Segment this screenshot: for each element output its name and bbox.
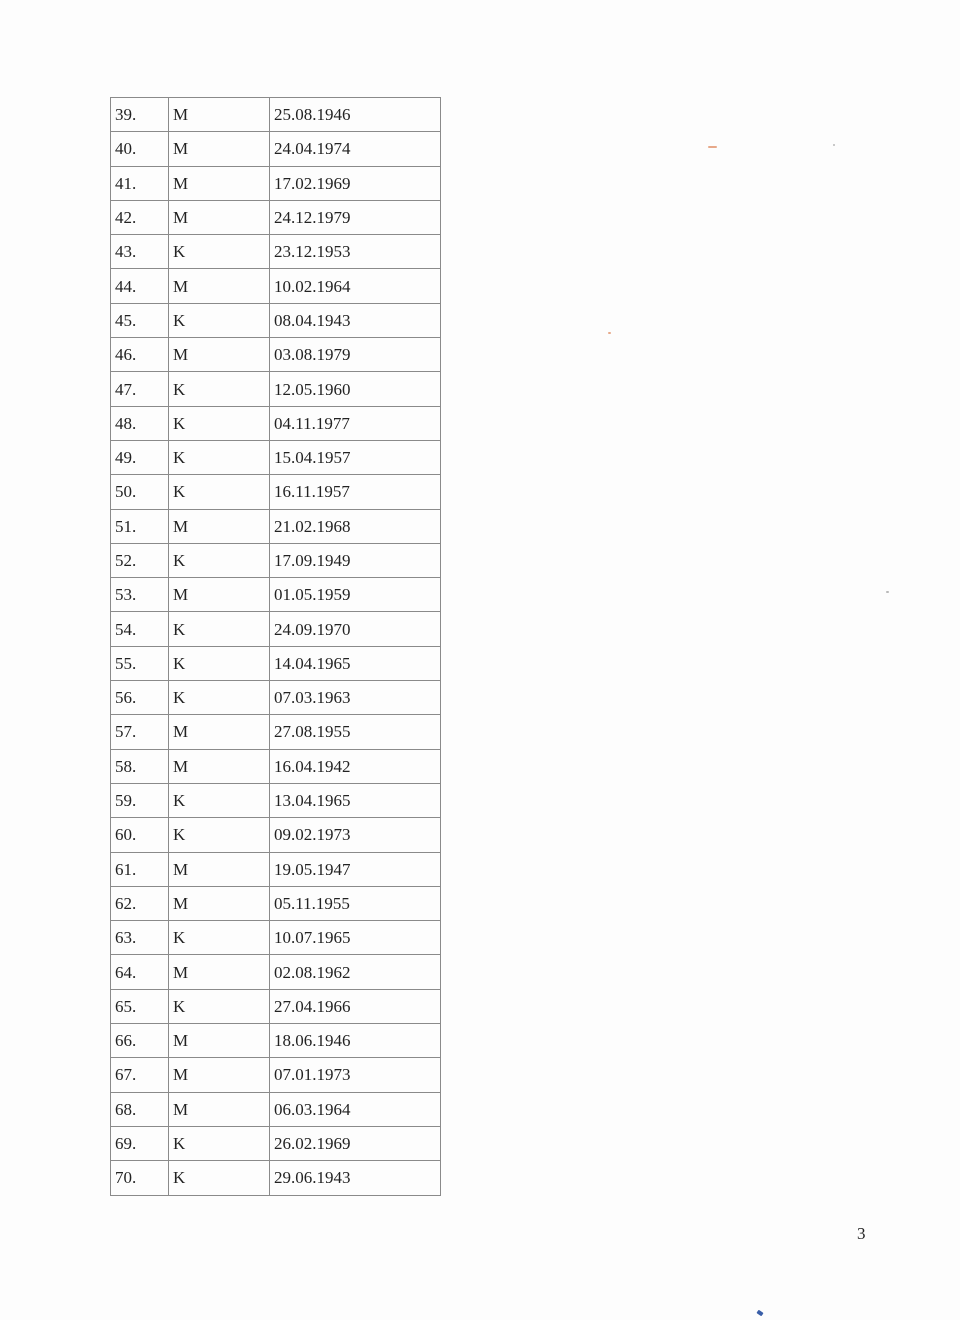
table-row [111, 166, 441, 200]
birth-date-cell: 07.01.1973 [270, 1058, 441, 1092]
row-number-cell: 69. [111, 1126, 169, 1160]
table-row [111, 1126, 441, 1160]
sex-cell: M [169, 578, 270, 612]
row-number-cell: 41. [111, 166, 169, 200]
table-row [111, 303, 441, 337]
row-number-cell: 59. [111, 783, 169, 817]
records-table-body [111, 98, 441, 1196]
sex-cell: M [169, 338, 270, 372]
table-row [111, 749, 441, 783]
sex-cell: M [169, 886, 270, 920]
sex-cell: M [169, 852, 270, 886]
table-row [111, 1092, 441, 1126]
row-number-cell: 42. [111, 200, 169, 234]
sex-cell: M [169, 1024, 270, 1058]
table-row [111, 715, 441, 749]
sex-cell: M [169, 166, 270, 200]
row-number-cell: 67. [111, 1058, 169, 1092]
birth-date-cell: 05.11.1955 [270, 886, 441, 920]
birth-date-cell: 26.02.1969 [270, 1126, 441, 1160]
table-row [111, 1024, 441, 1058]
birth-date-cell: 12.05.1960 [270, 372, 441, 406]
row-number-cell: 58. [111, 749, 169, 783]
table-row [111, 1161, 441, 1195]
sex-cell: K [169, 646, 270, 680]
sex-cell: K [169, 921, 270, 955]
row-number-cell: 54. [111, 612, 169, 646]
scan-speck [756, 1310, 763, 1317]
birth-date-cell: 13.04.1965 [270, 783, 441, 817]
row-number-cell: 49. [111, 440, 169, 474]
table-row [111, 132, 441, 166]
birth-date-cell: 17.09.1949 [270, 543, 441, 577]
sex-cell: K [169, 303, 270, 337]
table-row [111, 681, 441, 715]
birth-date-cell: 10.02.1964 [270, 269, 441, 303]
sex-cell: K [169, 543, 270, 577]
birth-date-cell: 23.12.1953 [270, 235, 441, 269]
row-number-cell: 40. [111, 132, 169, 166]
table-row [111, 269, 441, 303]
sex-cell: K [169, 440, 270, 474]
birth-date-cell: 19.05.1947 [270, 852, 441, 886]
sex-cell: M [169, 955, 270, 989]
table-row [111, 338, 441, 372]
sex-cell: K [169, 406, 270, 440]
birth-date-cell: 06.03.1964 [270, 1092, 441, 1126]
table-row [111, 235, 441, 269]
birth-date-cell: 07.03.1963 [270, 681, 441, 715]
sex-cell: M [169, 715, 270, 749]
table-row [111, 646, 441, 680]
scan-speck [886, 591, 889, 593]
page-number: 3 [857, 1224, 866, 1243]
sex-cell: K [169, 475, 270, 509]
row-number-cell: 52. [111, 543, 169, 577]
sex-cell: K [169, 783, 270, 817]
birth-date-cell: 16.11.1957 [270, 475, 441, 509]
table-row [111, 852, 441, 886]
birth-date-cell: 09.02.1973 [270, 818, 441, 852]
table-row [111, 818, 441, 852]
row-number-cell: 46. [111, 338, 169, 372]
scan-speck [608, 332, 611, 334]
birth-date-cell: 08.04.1943 [270, 303, 441, 337]
records-table [110, 97, 441, 1196]
birth-date-cell: 02.08.1962 [270, 955, 441, 989]
birth-date-cell: 27.04.1966 [270, 989, 441, 1023]
sex-cell: K [169, 681, 270, 715]
row-number-cell: 65. [111, 989, 169, 1023]
table-row [111, 578, 441, 612]
birth-date-cell: 27.08.1955 [270, 715, 441, 749]
birth-date-cell: 04.11.1977 [270, 406, 441, 440]
row-number-cell: 63. [111, 921, 169, 955]
row-number-cell: 47. [111, 372, 169, 406]
table-row [111, 372, 441, 406]
birth-date-cell: 03.08.1979 [270, 338, 441, 372]
sex-cell: M [169, 269, 270, 303]
birth-date-cell: 01.05.1959 [270, 578, 441, 612]
birth-date-cell: 10.07.1965 [270, 921, 441, 955]
birth-date-cell: 25.08.1946 [270, 98, 441, 132]
row-number-cell: 44. [111, 269, 169, 303]
sex-cell: M [169, 1058, 270, 1092]
birth-date-cell: 29.06.1943 [270, 1161, 441, 1195]
table-row [111, 612, 441, 646]
sex-cell: M [169, 98, 270, 132]
row-number-cell: 66. [111, 1024, 169, 1058]
table-row [111, 921, 441, 955]
row-number-cell: 39. [111, 98, 169, 132]
birth-date-cell: 17.02.1969 [270, 166, 441, 200]
table-row [111, 783, 441, 817]
sex-cell: K [169, 1126, 270, 1160]
row-number-cell: 48. [111, 406, 169, 440]
table-row [111, 1058, 441, 1092]
table-row [111, 543, 441, 577]
row-number-cell: 51. [111, 509, 169, 543]
row-number-cell: 62. [111, 886, 169, 920]
table-row [111, 98, 441, 132]
table-row [111, 886, 441, 920]
row-number-cell: 70. [111, 1161, 169, 1195]
sex-cell: K [169, 612, 270, 646]
birth-date-cell: 16.04.1942 [270, 749, 441, 783]
birth-date-cell: 18.06.1946 [270, 1024, 441, 1058]
sex-cell: M [169, 132, 270, 166]
table-row [111, 406, 441, 440]
sex-cell: K [169, 372, 270, 406]
row-number-cell: 45. [111, 303, 169, 337]
table-row [111, 475, 441, 509]
sex-cell: M [169, 749, 270, 783]
table-row [111, 440, 441, 474]
table-row [111, 955, 441, 989]
birth-date-cell: 24.04.1974 [270, 132, 441, 166]
row-number-cell: 57. [111, 715, 169, 749]
row-number-cell: 60. [111, 818, 169, 852]
birth-date-cell: 15.04.1957 [270, 440, 441, 474]
sex-cell: M [169, 509, 270, 543]
birth-date-cell: 21.02.1968 [270, 509, 441, 543]
row-number-cell: 64. [111, 955, 169, 989]
row-number-cell: 55. [111, 646, 169, 680]
sex-cell: K [169, 818, 270, 852]
scan-speck [833, 144, 835, 146]
row-number-cell: 56. [111, 681, 169, 715]
row-number-cell: 50. [111, 475, 169, 509]
row-number-cell: 53. [111, 578, 169, 612]
table-row [111, 509, 441, 543]
row-number-cell: 68. [111, 1092, 169, 1126]
sex-cell: K [169, 989, 270, 1023]
birth-date-cell: 14.04.1965 [270, 646, 441, 680]
table-row [111, 989, 441, 1023]
table-row [111, 200, 441, 234]
birth-date-cell: 24.12.1979 [270, 200, 441, 234]
birth-date-cell: 24.09.1970 [270, 612, 441, 646]
scan-speck [708, 146, 717, 148]
sex-cell: M [169, 200, 270, 234]
row-number-cell: 61. [111, 852, 169, 886]
sex-cell: K [169, 235, 270, 269]
sex-cell: M [169, 1092, 270, 1126]
row-number-cell: 43. [111, 235, 169, 269]
sex-cell: K [169, 1161, 270, 1195]
